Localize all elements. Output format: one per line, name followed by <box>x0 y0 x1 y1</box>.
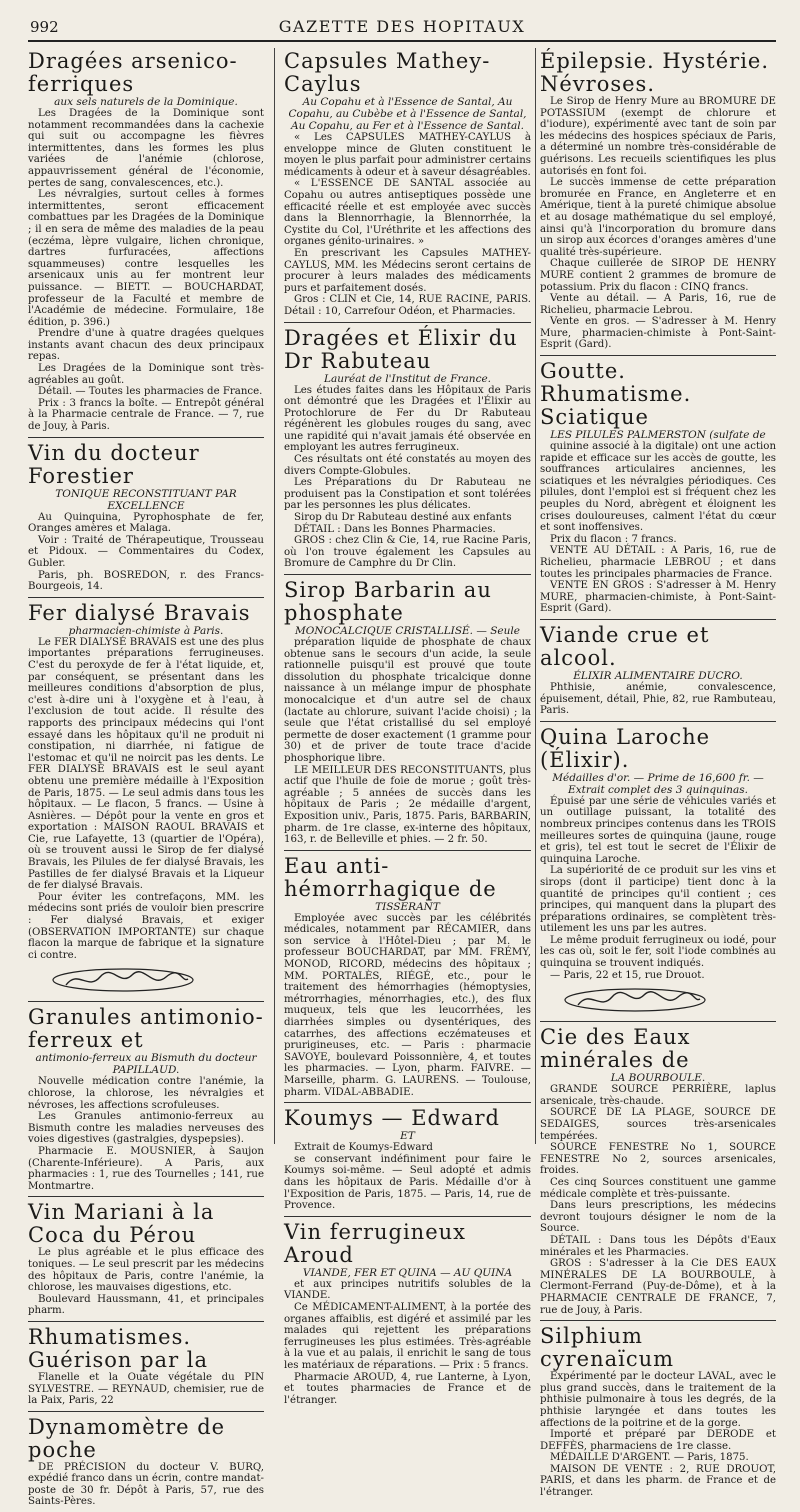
ad-paragraph: GROS : chez Clin & Cie, 14, rue Racine Paris, où l'on trouve également les Capsules au Bromure de Camphre du Dr Clin. <box>284 535 531 570</box>
ad-paragraph: Dans leurs prescriptions, les médecins devront toujours désigner le nom de la Source. <box>540 1200 776 1235</box>
ad-body <box>28 1247 264 1317</box>
ad-title: Goutte. Rhumatisme. Sciatique <box>540 359 692 430</box>
ad-subtitle: VIANDE, FER ET QUINA — AU QUINA <box>302 1266 513 1279</box>
advertisement <box>540 48 776 356</box>
column-2 <box>284 48 531 1406</box>
page-number: 992 <box>30 18 59 36</box>
ad-title: Vin ferrugineux Aroud <box>284 1219 466 1267</box>
advertisement <box>28 1004 264 1197</box>
ad-paragraph: Importé et préparé par DERODE et DEFFÈS, pharmaciens de 1re classe. <box>540 1429 776 1452</box>
ad-body <box>28 1462 264 1508</box>
ad-title: Granules antimonio-ferreux et <box>28 1005 264 1053</box>
ad-paragraph: Employée avec succès par les célébrités médicales, notamment par RÉCAMIER, dans son service à l'Hôtel-Dieu ; par M. le professeur BOUCHARDAT, par MM. FRÉMY, MONOD, RICORD, médecins des hôpitaux ; MM. PORTALÈS, RIÉGÉ, etc., pour le traitement des hémorrhagies (hémoptysies, métrorrhagies, ménorrhagies, etc.), des flux muqueux, tels que les leucorrhées, les diarrhées simples ou dysentériques, des catarrhes, des affections eczémateuses et prurigineuses, etc. — Paris : pharmacie SAVOYE, boulevard Poissonnière, 4, et toutes les pharmacies. — Lyon, pharm. FAIVRE. — Marseille, pharm. G. LAURENS. — Toulouse, pharm. VIDAL-ABBADIE. <box>284 912 531 1098</box>
ad-paragraph: Les Dragées de la Dominique sont très-agréables au goût. <box>28 363 264 386</box>
ad-paragraph: Le même produit ferrugineux ou iodé, pour les cas où, soit le fer, soit l'iode combinés au quinquina se trouvent indiqués. <box>540 934 776 970</box>
ad-subtitle: ET <box>400 1130 415 1143</box>
ad-paragraph: Voir : Traité de Thérapeutique, Trousseau et Pidoux. — Commentaires du Codex, Gubler. <box>28 534 264 569</box>
ad-title: Vin Mariani à la Coca du Pérou <box>28 1200 215 1248</box>
ad-paragraph: Les névralgies, surtout celles à formes intermittentes, seront efficacement combattues par les Dragées de la Dominique ; il en sera de même des maladies de la peau (eczéma, lèpre vulgaire, lichen chronique, dartres furfuracées, affections squammeuses) contre lesquelles les arsenicaux unis au fer montrent leur puissance. — BIETT. — BOUCHARDAT, professeur de la Faculté et membre de l'Académie de médecine. Formulaire, 18e édition, p. 396.) <box>28 189 264 328</box>
ad-subtitle: Lauréat de l'Institut de France. <box>323 372 491 385</box>
ad-body <box>540 682 776 717</box>
ad-paragraph: La supériorité de ce produit sur les vins et sirops (dont il participe) tient donc à la quantité de principes qu'il contient ; ces principes, qui manquent dans la plupart des préparations ordinaires, se complètent très-utilement les uns par les autres. <box>540 865 776 935</box>
ad-paragraph: Ce MÉDICAMENT-ALIMENT, à la portée des organes affaiblis, est digéré et assimilé par les malades qui rejettent les préparations ferrugineuses les plus estimées. Très-agréable à la vue et au palais, il enrichit le sang de tous les matériaux de réparations. — Prix : 5 francs. <box>284 1301 531 1371</box>
ad-paragraph: Pharmacie E. MOUSNIER, à Saujon (Charente-Inférieure). A Paris, aux pharmacies : 1, rue des Tournelles ; 141, rue Montmartre. <box>28 1145 264 1192</box>
ad-body <box>284 1279 531 1407</box>
ad-title: Capsules Mathey-Caylus <box>284 49 491 96</box>
ad-paragraph: Sirop du Dr Rabuteau destiné aux enfants <box>294 512 512 524</box>
ad-subtitle: ÉLIXIR ALIMENTAIRE DUCRO. <box>573 669 743 682</box>
ad-paragraph: Prix : 3 francs la boîte. — Entrepôt général à la Pharmacie centrale de France. — 7, rue de Jouy, à Paris. <box>28 397 264 433</box>
ad-paragraph: Paris, ph. BOSREDON, r. des Francs-Bourgeois, 14. <box>28 569 264 593</box>
ad-paragraph: DÉTAIL : Dans les Bonnes Pharmacies. <box>294 523 496 535</box>
ad-paragraph: préparation liquide de phosphate de chaux obtenue sans le secours d'un acide, la seule rationnelle puisqu'il est prouvé que toute dissolution du phosphate tricalcique donne naissance à un mélange impur de phosphate monocalcique et d'un autre sel de chaux (lactate au chlorure, suivant l'acide choisi) ; la seule que l'état cristallisé du sel employé permette de doser exactement (1 gramme pour 30) et de priver de toute trace d'acide phosphorique libre. <box>284 637 531 764</box>
ad-body <box>284 637 531 846</box>
handwritten-signature <box>560 985 710 1015</box>
advertisement <box>28 1324 264 1412</box>
ad-body <box>284 132 531 318</box>
ad-paragraph: Prix du flacon : 7 francs. <box>550 533 677 545</box>
ad-paragraph: VENTE AU DÉTAIL : A Paris, 16, rue de Richelieu, pharmacie LEBROU ; et dans toutes les principales pharmacies de France. <box>540 545 776 580</box>
ad-body <box>540 1371 776 1499</box>
ad-subtitle: LA BOURBOULE. <box>610 1072 706 1085</box>
advertisement <box>540 1024 776 1321</box>
ad-body <box>28 108 264 433</box>
ad-paragraph: Les études faites dans les Hôpitaux de Paris ont démontré que les Dragées et l'Élixir au Protochlorure de Fer du Dr Rabuteau régénèrent les globules rouges du sang, avec une rapidité qui n'avait jamais été observée en employant les autres ferrugineux. <box>284 384 531 454</box>
ad-title: Épilepsie. Hystérie. Névroses. <box>540 49 770 96</box>
advertisement <box>28 1199 264 1322</box>
ad-body <box>540 441 776 615</box>
advertisement <box>28 48 264 438</box>
advertisement <box>540 1323 776 1503</box>
ad-subtitle: TONIQUE RECONSTITUANT PAR EXCELLENCE <box>55 487 237 512</box>
ad-paragraph: VENTE EN GROS : S'adresser à M. Henry MURE, pharmacien-chimiste, à Pont-Saint-Esprit (Gard). <box>540 580 776 615</box>
ad-paragraph: LE MEILLEUR DES RECONSTITUANTS, plus actif que l'huile de foie de morue ; goût très-agréable ; 5 années de succès dans les hôpitaux de Paris ; 2e médaille d'argent, Exposition univ., Paris, 1875. Paris, BARBARIN, pharm. de 1re classe, ex-interne des hôpitaux, 163, r. de Belleville et phies. — 2 fr. 50. <box>284 764 531 846</box>
handwritten-signature <box>48 965 198 995</box>
ad-paragraph: « Les CAPSULES MATHEY-CAYLUS à enveloppe mince de Gluten constituent le moyen le plus parfait pour administrer certains médicaments à odeur et à saveur désagréables. <box>284 132 531 178</box>
ad-paragraph: et aux principes nutritifs solubles de la VIANDE. <box>284 1278 531 1302</box>
ad-title: Dynamomètre de poche <box>28 1414 226 1462</box>
column-rule-2 <box>535 48 536 1144</box>
ad-paragraph: DE PRÉCISION du docteur V. BURQ, expédié franco dans un écrin, contre mandat-poste de 30 fr. Dépôt à Paris, 57, rue des Saints-Pères. <box>28 1461 264 1508</box>
ad-paragraph: Nouvelle médication contre l'anémie, la chlorose, la chlorose, les névralgies et névroses, les affections scrofuleuses. <box>28 1076 264 1111</box>
ad-paragraph: Expérimenté par le docteur LAVAL, avec le plus grand succès, dans le traitement de la phthisie pulmonaire à tous les degrés, de la phthisie laryngée et dans toutes les affections de la poitrine et de la gorge. <box>540 1371 776 1429</box>
ad-title: Fer dialysé Bravais <box>28 600 251 625</box>
ad-paragraph: GROS : S'adresser à la Cie DES EAUX MINÉRALES DE LA BOURBOULE, à Clermont-Ferrand (Puy-de-Dôme), et à la PHARMACIE CENTRALE DE FRANCE, 7, rue de Jouy, à Paris. <box>540 1258 776 1316</box>
ad-paragraph: SOURCE FENESTRE No 1, SOURCE FENESTRE No 2, sources arsenicales, froides. <box>540 1142 776 1177</box>
ad-paragraph: Détail. — Toutes les pharmacies de France. <box>38 386 263 398</box>
advertisement <box>284 1105 531 1217</box>
advertisement <box>540 358 776 620</box>
ad-body <box>284 913 531 1099</box>
advertisement <box>28 600 264 1003</box>
ad-subtitle: pharmacien-chimiste à Paris. <box>68 624 224 637</box>
advertisement <box>540 724 776 1023</box>
ad-body <box>540 796 776 982</box>
ad-title: Koumys — Edward <box>284 1106 500 1131</box>
advertisement <box>540 622 776 722</box>
ad-body <box>540 96 776 351</box>
ad-paragraph: « L'ESSENCE DE SANTAL associée au Copahu ou autres antiseptiques possède une efficacité réelle et est employée avec succès dans la Blennorrhagie, la Blennorrhée, la Cystite du Col, l'Uréthrite et les affections des organes génito-urinaires. » <box>284 178 531 248</box>
ad-paragraph: Chaque cuillerée de SIROP DE HENRY MURE contient 2 grammes de bromure de potassium. Prix du flacon : CINQ francs. <box>540 258 776 293</box>
ad-subtitle: TISSERANT <box>375 900 440 913</box>
ad-subtitle: MONOCALCIQUE CRISTALLISÉ. — Seule <box>295 625 520 637</box>
ad-paragraph: Le plus agréable et le plus efficace des toniques. — Le seul prescrit par les médecins des hôpitaux de Paris, contre l'anémie, la chlorose, les mauvaises digestions, etc. <box>28 1247 264 1294</box>
ad-paragraph: Au Quinquina, Pyrophosphate de fer, Oranges amères et Malaga. <box>28 511 264 535</box>
advertisement <box>284 577 531 851</box>
ad-paragraph: Phthisie, anémie, convalescence, épuisement, détail, Phie, 82, rue Rambuteau, Paris. <box>540 681 776 717</box>
column-3 <box>540 48 776 1499</box>
ad-paragraph: GRANDE SOURCE PERRIÈRE, laplus arsenicale, très-chaude. <box>540 1084 776 1107</box>
ad-paragraph: MÉDAILLE D'ARGENT. — Paris, 1875. <box>550 1452 749 1464</box>
advertisement <box>284 1219 531 1411</box>
journal-title: GAZETTE DES HOPITAUX <box>278 17 526 36</box>
ad-paragraph: DÉTAIL : Dans tous les Dépôts d'Eaux minérales et les Pharmacies. <box>540 1234 776 1258</box>
ad-subtitle: aux sels naturels de la Dominique. <box>54 96 238 108</box>
ad-body <box>28 637 264 962</box>
advertisement <box>284 48 531 323</box>
ad-title: Cie des Eaux minérales de <box>540 1025 691 1073</box>
ad-title: Rhumatismes. Guérison par la <box>28 1324 209 1372</box>
advertisement <box>28 1414 264 1512</box>
ad-body <box>28 1372 264 1407</box>
ad-title: Dragées arsenico-ferriques <box>28 49 238 96</box>
ad-body <box>540 1084 776 1316</box>
ad-subtitle: antimonio-ferreux au Bismuth du docteur PAPILLAUD. <box>35 1052 257 1077</box>
ad-paragraph: — Paris, 22 et 15, rue Drouot. <box>550 969 705 981</box>
ad-paragraph: Le Sirop de Henry Mure au BROMURE DE POTASSIUM (exempt de chlorure et d'iodure), expérimenté avec tant de soin par les médecins des hospices spéciaux de Paris, a déterminé un nombre très-considérable de guérisons. Les recueils scientifiques les plus autorisés en font foi. <box>540 96 776 177</box>
ad-title: Viande crue et alcool. <box>540 622 710 670</box>
ad-paragraph: Les Préparations du Dr Rabuteau ne produisent pas la Constipation et sont tolérées par les personnes les plus délicates. <box>284 477 531 512</box>
ad-paragraph: En prescrivant les Capsules MATHEY-CAYLUS, MM. les Médecins seront certains de procurer à leurs malades des médicaments purs et parfaitement dosés. <box>284 247 531 294</box>
ad-title: Sirop Barbarin au phosphate <box>284 578 492 625</box>
ad-paragraph: Vente au détail. — A Paris, 16, rue de Richelieu, pharmacie Lebrou. <box>540 293 776 316</box>
ad-paragraph: se conservant indéfiniment pour faire le Koumys soi-même. — Seul adopté et admis dans les hôpitaux de Paris. Médaille d'or à l'Exposition de Paris, 1875. — Paris, 14, rue de Provence. <box>284 1153 531 1212</box>
ad-paragraph: Ces cinq Sources constituent une gamme médicale complète et très-puissante. <box>540 1177 776 1200</box>
ad-title: Dragées et Élixir du Dr Rabuteau <box>284 325 518 373</box>
ad-paragraph: Le FER DIALYSÉ BRAVAIS est une des plus importantes préparations ferrugineuses. C'est du peroxyde de fer à l'état liquide, et, par conséquent, se présentant dans les meilleures conditions d'absorption de plus, c'est à-dire uni à l'oxygène et à l'eau, à l'exclusion de tout acide. Il résulte des rapports des principaux médecins qui l'ont essayé dans les hôpitaux qu'il ne produit ni constipation, ni diarrhée, ni fatigue de l'estomac et qu'il ne noircit pas les dents. Le FER DIALYSÉ BRAVAIS est le seul ayant obtenu une première médaille à l'Exposition de Paris, 1875. — Le seul admis dans tous les hôpitaux. — Le flacon, 5 francs. — Usine à Asnières. — Dépôt pour la vente en gros et exportation : MAISON RAOUL BRAVAIS et Cie, rue Lafayette, 13 (quartier de l'Opéra), où se trouvent aussi le Sirop de fer dialysé Bravais, les Pilules de fer dialysé Bravais, les Pastilles de fer dialysé Bravais et la Liqueur de fer dialysé Bravais. <box>28 636 264 892</box>
column-rule-1 <box>274 48 275 1144</box>
advertisement <box>284 325 531 576</box>
ad-title: Silphium cyrenaïcum <box>540 1324 675 1372</box>
ad-subtitle: Médailles d'or. — Prime de 16,600 fr. — Extrait complet des 3 quinquinas. <box>552 771 764 796</box>
ad-paragraph: Flanelle et la Ouate végétale du PIN SYLVESTRE. — REYNAUD, chemisier, rue de la Paix, Paris, 22 <box>28 1371 264 1407</box>
ad-paragraph: Les Granules antimonio-ferreux au Bismuth contre les maladies nerveuses des voies digestives (gastralgies, dyspepsies). <box>28 1111 264 1146</box>
ad-paragraph: Pour éviter les contrefaçons, MM. les médecins sont priés de vouloir bien prescrire : Fer dialysé Bravais, et exiger (OBSERVATION IMPORTANTE) sur chaque flacon la marque de fabrique et la signature ci contre. <box>28 891 264 961</box>
ad-paragraph: Gros : CLIN et Cie, 14, RUE RACINE, PARIS. Détail : 10, Carrefour Odéon, et Pharmacies. <box>284 294 531 317</box>
ad-title: Eau anti-hémorrhagique de <box>284 853 497 901</box>
ad-paragraph: Extrait de Koumys-Edward <box>294 1142 433 1154</box>
ad-paragraph: MAISON DE VENTE : 2, RUE DROUOT, PARIS, et dans les pharm. de France et de l'étranger. <box>540 1463 776 1499</box>
ad-paragraph: Les Dragées de la Dominique sont notamment recommandées dans la cachexie qui suit ou accompagne les fièvres intermittentes, dans les formes les plus variées de l'anémie (chlorose, appauvrissement général de l'économie, pertes de sang, convalescences, etc.). <box>28 108 264 189</box>
ad-paragraph: Boulevard Haussmann, 41, et principales pharm. <box>28 1293 264 1317</box>
ad-paragraph: quinine associé à la digitale) ont une action rapide et efficace sur les accès de goutte, les souffrances articulaires anciennes, les sciatiques et les névralgies périodiques. Ces pilules, dont l'emploi est si fréquent chez les peuples du Nord, abrègent et éloignent les crises douloureuses, calment l'état du cœur et sont inoffensives. <box>540 441 776 534</box>
ad-paragraph: Le succès immense de cette préparation bromurée en France, en Angleterre et en Amérique, tient à la pureté chimique absolue et au dosage mathématique du sel employé, ainsi qu'à l'incorporation du bromure dans un sirop aux écorces d'oranges amères d'une qualité très-supérieure. <box>540 177 776 258</box>
ad-body <box>28 1076 264 1192</box>
ad-title: Quina Laroche (Élixir). <box>540 724 711 772</box>
page-header <box>28 14 776 42</box>
ad-paragraph: Épuisé par une série de véhicules variés et un outillage puissant, la totalité des nombreux principes contenus dans les TROIS meilleures sortes de quinquina (jaune, rouge et gris), tel est tout le secret de l'Élixir de quinquina Laroche. <box>540 795 776 865</box>
advertisement <box>28 440 264 598</box>
ad-title: Vin du docteur Forestier <box>28 440 200 488</box>
ad-paragraph: Ces résultats ont été constatés au moyen des divers Compte-Globules. <box>284 454 531 477</box>
ad-body <box>284 385 531 571</box>
ad-paragraph: Pharmacie AROUD, 4, rue Lanterne, à Lyon, et toutes pharmacies de France et de l'étranger. <box>284 1371 531 1406</box>
advertisement <box>284 853 531 1104</box>
ad-paragraph: Prendre d'une à quatre dragées quelques instants avant chacun des deux principaux repas. <box>28 328 264 363</box>
ad-body <box>284 1142 531 1212</box>
ad-subtitle: LES PILULES PALMERSTON (sulfate de <box>550 429 766 442</box>
ad-subtitle: Au Copahu et à l'Essence de Santal, Au Copahu, au Cubèbe et à l'Essence de Santal, Au Copahu, au Fer et à l'Essence de Santal. <box>288 96 527 132</box>
ad-paragraph: Vente en gros. — S'adresser à M. Henry Mure, pharmacien-chimiste à Pont-Saint-Esprit (Gard). <box>540 316 776 351</box>
column-1 <box>28 48 264 1508</box>
ad-paragraph: SOURCE DE LA PLAGE, SOURCE DE SEDAIGES, sources très-arsenicales tempérées. <box>540 1107 776 1142</box>
ad-body <box>28 512 264 593</box>
